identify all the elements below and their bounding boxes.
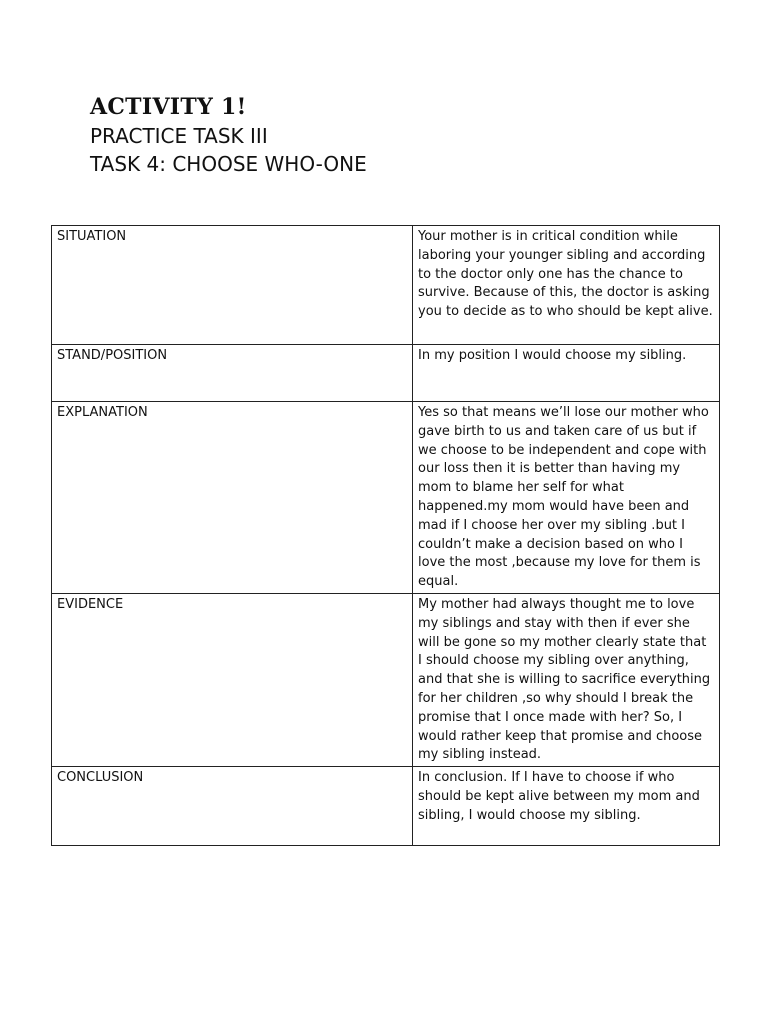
task-title: TASK 4: CHOOSE WHO-ONE [90, 152, 367, 176]
practice-task-title: PRACTICE TASK III [90, 124, 268, 148]
situation-label: SITUATION [52, 226, 413, 345]
situation-text: Your mother is in critical condition while laboring your younger sibling and according to the doctor only one has the chance to survive. Because of this, the doctor is asking you to decide as to who should be kept alive. [413, 226, 720, 345]
stand-position-label: STAND/POSITION [52, 345, 413, 402]
activity-title: ACTIVITY 1! [90, 94, 247, 120]
explanation-label: EXPLANATION [52, 402, 413, 594]
task-table [51, 225, 720, 846]
conclusion-text: In conclusion. If I have to choose if who should be kept alive between my mom and sibling, I would choose my sibling. [413, 767, 720, 846]
table-row-explanation [52, 402, 720, 594]
table-row-situation [52, 226, 720, 345]
table-row-stand-position [52, 345, 720, 402]
document-header [90, 92, 690, 178]
conclusion-label: CONCLUSION [52, 767, 413, 846]
table-row-evidence [52, 593, 720, 766]
evidence-text: My mother had always thought me to love my siblings and stay with then if ever she will be gone so my mother clearly state that I should choose my sibling over anything, and that she is willing to sacrifice everything for her children ,so why should I break the promise that I once made with her? So, I would rather keep that promise and choose my sibling instead. [413, 593, 720, 766]
stand-position-text: In my position I would choose my sibling. [413, 345, 720, 402]
explanation-text: Yes so that means we’ll lose our mother who gave birth to us and taken care of us but if we choose to be independent and cope with our loss then it is better than having my mom to blame her self for what happened.my mom would have been and mad if I choose her over my sibling .but I couldn’t make a decision based on who I love the most ,because my love for them is equal. [413, 402, 720, 594]
evidence-label: EVIDENCE [52, 593, 413, 766]
table-row-conclusion [52, 767, 720, 846]
